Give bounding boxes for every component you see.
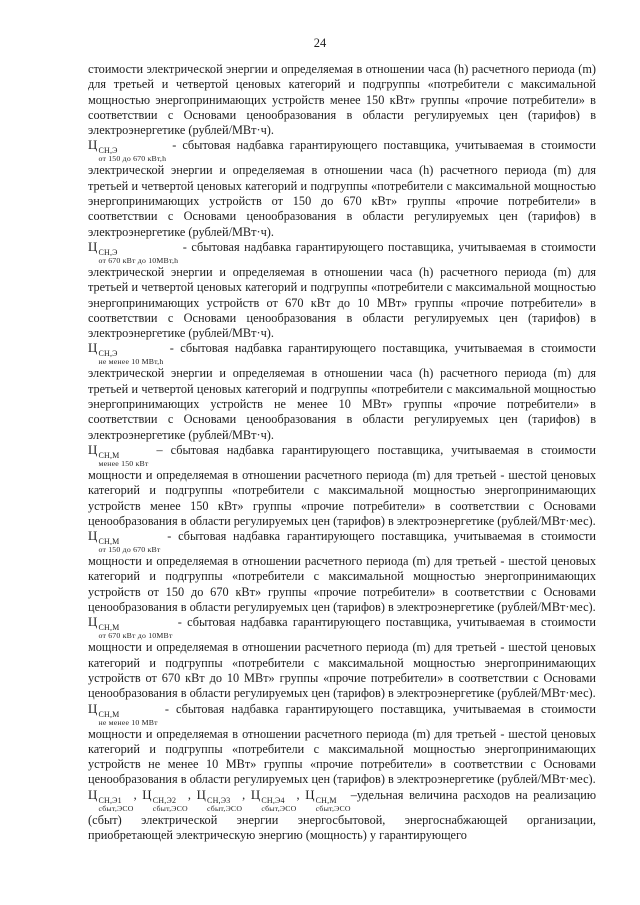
- symbol-indices: [98, 624, 172, 640]
- symbol-indices: [316, 797, 351, 813]
- definition-paragraph: [88, 240, 596, 341]
- tariff-symbol: [88, 341, 164, 367]
- symbol-superscript: СН,М: [98, 537, 120, 547]
- symbol-base: Ц: [88, 787, 98, 802]
- symbol-base: Ц: [250, 787, 261, 802]
- symbol-indices: [98, 711, 157, 727]
- tariff-symbol: [88, 787, 134, 813]
- symbol-subscript: от 150 до 670 кВт,h: [98, 154, 167, 164]
- symbol-base: Ц: [88, 442, 98, 457]
- symbol-base: Ц: [196, 787, 207, 802]
- symbol-subscript: не менее 10 МВт: [98, 717, 158, 727]
- symbol-indices: [153, 797, 188, 813]
- definition-text: - сбытовая надбавка гарантирующего поставщика, учитываемая в стоимости электрической энергии и определяемая в отношении часа (h) расчетного периода (m) для третьей и четвертой ценовых категорий и подгруппы «потребители с максимальной мощностью энергопринимающих устройств от 150 до 670 кВт» группы «прочие потребители» в соответствии с Основами ценообразования в области регулируемых цен (тарифов) в электроэнергетике (рублей/МВт·ч).: [88, 138, 596, 239]
- symbol-separator: ,: [296, 787, 306, 802]
- definition-text: - сбытовая надбавка гарантирующего поставщика, учитываемая в стоимости мощности и определяемая в отношении расчетного периода (m) для третьей - шестой ценовых категорий и подгруппы «потребители с максимальной мощностью энергопринимающих устройств от 670 кВт до 10 МВт» группы «прочие потребители» в соответствии с Основами ценообразования в области регулируемых цен (тарифов) в электроэнергетике (рублей/МВт·мес).: [88, 615, 596, 701]
- symbol-indices: [98, 249, 178, 265]
- symbol-superscript: СН,Э4: [261, 795, 285, 805]
- tariff-symbol: [88, 442, 149, 468]
- symbol-subscript: от 670 кВт до 10МВт,h: [98, 255, 179, 265]
- definition-text: - сбытовая надбавка гарантирующего поставщика, учитываемая в стоимости электрической энергии и определяемая в отношении часа (h) расчетного периода (m) для третьей и четвертой ценовых категорий и подгруппы «потребители с максимальной мощностью энергопринимающих устройств от 670 кВт до 10 МВт» группы «прочие потребители» в соответствии с Основами ценообразования в области регулируемых цен (тарифов) в электроэнергетике (рублей/МВт·ч).: [88, 239, 596, 341]
- symbol-subscript: сбыт,ЭСО: [152, 803, 188, 813]
- page-number: 24: [313, 36, 327, 50]
- symbol-base: Ц: [88, 701, 98, 716]
- symbol-subscript: сбыт,ЭСО: [207, 803, 243, 813]
- symbol-superscript: СН,Э: [98, 247, 118, 257]
- definition-text: –удельная величина расходов на реализацию (сбыт) электрической энергии энергосбытовой, энергоснабжающей организации, приобретающей электрическую энергию (мощность) у гарантирующего: [88, 787, 597, 842]
- definition-text: - сбытовая надбавка гарантирующего поставщика, учитываемая в стоимости мощности и определяемая в отношении расчетного периода (m) для третьей - шестой ценовых категорий и подгруппы «потребители с максимальной мощностью энергопринимающих устройств не менее 10 МВт» группы «прочие потребители» в соответствии с Основами ценообразования в области регулируемых цен (тарифов) в электроэнергетике (рублей/МВт·мес).: [88, 701, 596, 787]
- definition-paragraph: [88, 702, 596, 788]
- tariff-symbol: [88, 701, 158, 727]
- symbol-indices: [261, 797, 296, 813]
- symbol-subscript: сбыт,ЭСО: [98, 803, 134, 813]
- symbol-indices: [207, 797, 242, 813]
- symbol-subscript: не менее 10 МВт,h: [98, 357, 164, 367]
- definition-paragraph: [88, 529, 596, 615]
- symbol-superscript: СН,М: [98, 709, 120, 719]
- symbol-superscript: СН,Э: [98, 146, 118, 156]
- symbol-indices: [98, 147, 166, 163]
- symbol-indices: [98, 350, 163, 366]
- tariff-symbol: [88, 529, 161, 555]
- symbol-subscript: от 150 до 670 кВт: [98, 545, 161, 555]
- tariff-symbol: [88, 138, 167, 164]
- symbol-separator: ,: [187, 787, 197, 802]
- symbol-base: Ц: [305, 787, 315, 802]
- symbol-superscript: СН,Э2: [152, 795, 177, 805]
- tariff-symbol: [250, 787, 297, 813]
- definition-paragraph: [88, 341, 596, 442]
- symbol-indices: [98, 538, 160, 554]
- symbol-superscript: СН,М: [98, 623, 120, 633]
- symbol-superscript: СН,Э1: [98, 795, 122, 805]
- symbol-subscript: менее 150 кВт: [98, 458, 149, 468]
- tariff-symbol: [88, 239, 179, 265]
- tariff-symbol: [88, 615, 173, 641]
- tariff-symbol: [305, 787, 351, 813]
- symbol-base: Ц: [88, 615, 98, 630]
- symbol-base: Ц: [88, 529, 98, 544]
- symbol-separator: ,: [133, 787, 143, 802]
- tariff-symbol: [142, 787, 188, 813]
- document-body: [88, 62, 596, 843]
- final-definition-paragraph: [88, 788, 596, 844]
- definition-paragraph: [88, 443, 596, 529]
- symbol-superscript: СН,Э3: [207, 795, 231, 805]
- tariff-symbol: [196, 787, 243, 813]
- intro-paragraph: стоимости электрической энергии и определяемая в отношении часа (h) расчетного периода (m) для третьей и четвертой ценовых категорий и подгруппы «потребители с максимальной мощностью энергопринимающих устройств менее 150 кВт» группы «прочие потребители» в соответствии с Основами ценообразования в области регулируемых цен (тарифов) в электроэнергетике (рублей/МВт·ч).: [88, 62, 596, 138]
- symbol-superscript: СН,Э: [98, 349, 118, 359]
- symbol-indices: [98, 452, 148, 468]
- definition-paragraph: [88, 615, 596, 701]
- symbol-separator: ,: [242, 787, 251, 802]
- symbol-subscript: от 670 кВт до 10МВт: [98, 631, 173, 641]
- symbol-base: Ц: [88, 239, 98, 254]
- symbol-superscript: СН,М: [98, 450, 120, 460]
- symbol-subscript: сбыт,ЭСО: [315, 803, 351, 813]
- symbol-subscript: сбыт,ЭСО: [261, 803, 297, 813]
- symbol-indices: [98, 797, 133, 813]
- definition-text: - сбытовая надбавка гарантирующего поставщика, учитываемая в стоимости мощности и определяемая в отношении расчетного периода (m) для третьей - шестой ценовых категорий и подгруппы «потребители с максимальной мощностью энергопринимающих устройств от 150 до 670 кВт» группы «прочие потребители» в соответствии с Основами ценообразования в области регулируемых цен (тарифов) в электроэнергетике (рублей/МВт·мес).: [88, 529, 596, 615]
- definition-paragraph: [88, 138, 596, 239]
- symbol-base: Ц: [142, 787, 152, 802]
- definition-text: - сбытовая надбавка гарантирующего поставщика, учитываемая в стоимости электрической энергии и определяемая в отношении часа (h) расчетного периода (m) для третьей и четвертой ценовых категорий и подгруппы «потребители с максимальной мощностью энергопринимающих устройств не менее 10 МВт» группы «прочие потребители» в соответствии с Основами ценообразования в области регулируемых цен (тарифов) в электроэнергетике (рублей/МВт·ч).: [88, 341, 596, 442]
- symbol-base: Ц: [88, 138, 98, 153]
- symbol-superscript: СН,М: [315, 795, 337, 805]
- symbol-base: Ц: [88, 341, 98, 356]
- definition-list: [88, 138, 596, 787]
- definition-text: – сбытовая надбавка гарантирующего поставщика, учитываемая в стоимости мощности и определяемая в отношении расчетного периода (m) для третьей - шестой ценовых категорий и подгруппы «потребители с максимальной мощностью энергопринимающих устройств менее 150 кВт» группы «прочие потребители» в соответствии с Основами ценообразования в области регулируемых цен (тарифов) в электроэнергетике (рублей/МВт·мес).: [88, 442, 596, 528]
